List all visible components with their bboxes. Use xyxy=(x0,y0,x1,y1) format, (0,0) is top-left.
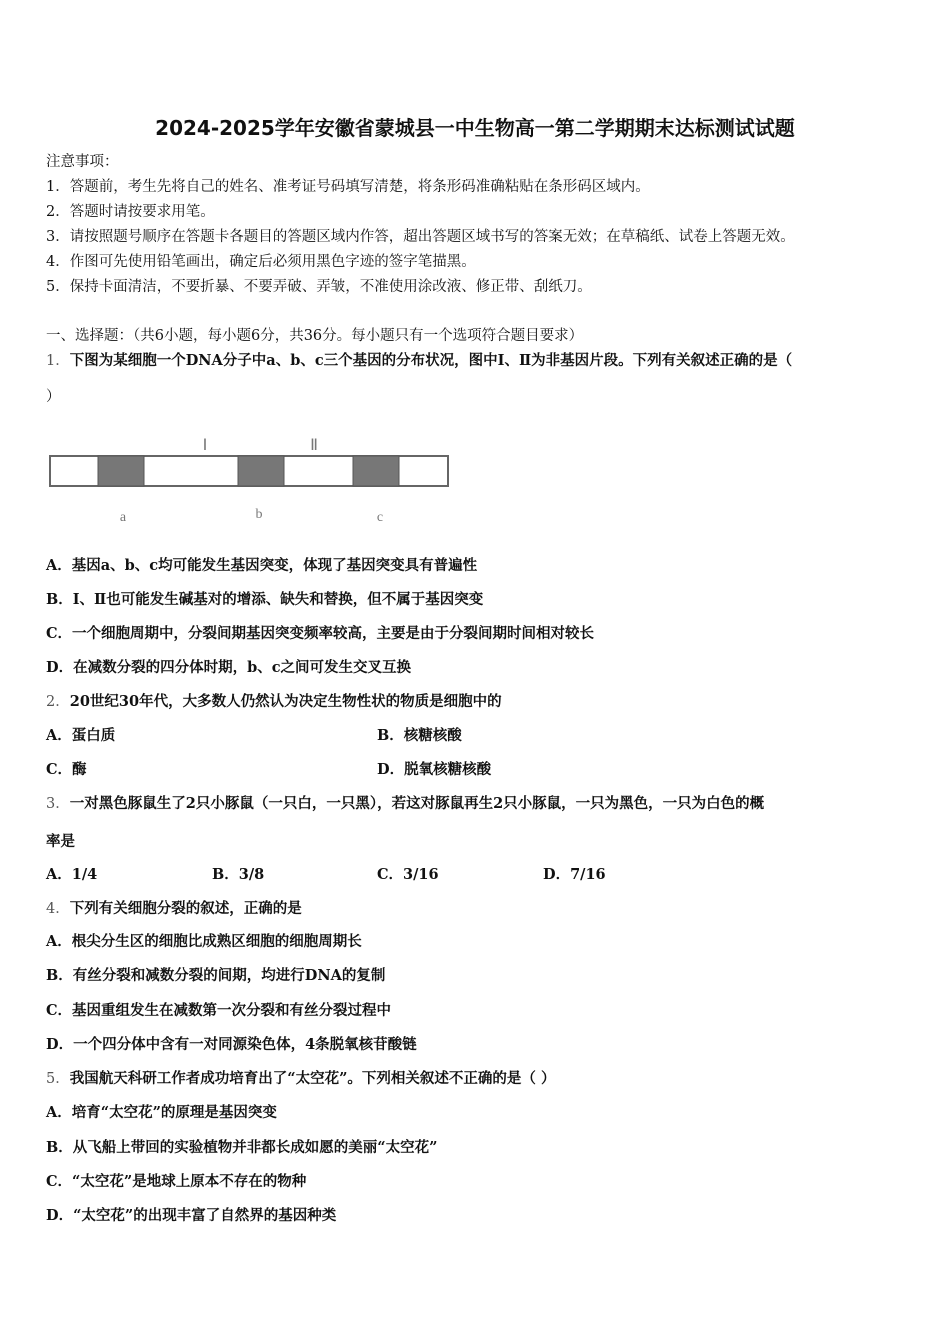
option: B．从飞船上带回的实验植物并非都长成如愿的美丽“太空花” xyxy=(46,1139,438,1156)
option: D．7/16 xyxy=(543,866,606,883)
question-text: 一对黑色豚鼠生了2只小豚鼠（一只白，一只黑），若这对豚鼠再生2只小豚鼠，一只为黑色，一只为白色的概 xyxy=(69,795,765,812)
notice-item: 3．请按照题号顺序在答题卡各题目的答题区域内作答，超出答题区域书写的答案无效；在草稿纸、试卷上答题无效。 xyxy=(46,229,795,245)
option: C．酶 xyxy=(46,761,87,778)
option: A．基因a、b、c均可能发生基因突变，体现了基因突变具有普遍性 xyxy=(46,557,478,574)
gene-label-c: c xyxy=(376,510,384,525)
option: C．基因重组发生在减数第一次分裂和有丝分裂过程中 xyxy=(46,1002,392,1019)
option: A．1/4 xyxy=(46,866,98,883)
option: D．一个四分体中含有一对同源染色体，4条脱氧核苷酸链 xyxy=(46,1036,417,1053)
option: D．在减数分裂的四分体时期，b、c之间可发生交叉互换 xyxy=(46,659,412,676)
option: A．蛋白质 xyxy=(46,727,116,744)
question-number: 1． xyxy=(46,353,70,369)
question-text: 我国航天科研工作者成功培育出了“太空花”。下列相关叙述不正确的是（ ） xyxy=(69,1070,556,1087)
notice-item: 1．答题前，考生先将自己的姓名、准考证号码填写清楚，将条形码准确粘贴在条形码区域内。 xyxy=(46,179,650,195)
gene-label-a: a xyxy=(119,510,127,525)
question-3 xyxy=(46,794,764,814)
notice-item: 2．答题时请按要求用笔。 xyxy=(46,204,215,220)
option: B．核糖核酸 xyxy=(377,727,462,744)
dna-gene-diagram xyxy=(46,426,456,531)
question-text: 下列有关细胞分裂的叙述，正确的是 xyxy=(69,900,302,917)
notice-heading: 注意事项： xyxy=(46,154,119,170)
question-text: 20世纪30年代，大多数人仍然认为决定生物性状的物质是细胞中的 xyxy=(69,693,502,710)
section-heading: 一、选择题：（共6小题，每小题6分，共36分。每小题只有一个选项符合题目要求） xyxy=(46,328,584,344)
question-5 xyxy=(46,1069,555,1089)
question-number: 4． xyxy=(46,901,70,917)
page-title: 2024-2025学年安徽省蒙城县一中生物高一第二学期期末达标测试试题 xyxy=(155,116,795,140)
option: C．一个细胞周期中，分裂间期基因突变频率较高，主要是由于分裂间期时间相对较长 xyxy=(46,625,595,642)
gene-a-segment xyxy=(98,456,144,486)
question-4 xyxy=(46,899,302,919)
question-1 xyxy=(46,351,792,371)
option: A．根尖分生区的细胞比成熟区细胞的细胞周期长 xyxy=(46,933,362,950)
gene-label-b: b xyxy=(255,507,263,522)
segment-label-2: Ⅱ xyxy=(310,437,318,454)
question-3-continuation: 率是 xyxy=(46,833,75,850)
option: C．3/16 xyxy=(377,866,439,883)
question-text: 下图为某细胞一个DNA分子中a、b、c三个基因的分布状况，图中Ⅰ、Ⅱ为非基因片段。下列有关叙述正确的是（ xyxy=(69,352,793,369)
option: A．培育“太空花”的原理是基因突变 xyxy=(46,1104,277,1121)
question-1-continuation: ） xyxy=(46,389,61,405)
option: B．3/8 xyxy=(212,866,265,883)
gene-c-segment xyxy=(353,456,399,486)
option: D．脱氧核糖核酸 xyxy=(377,761,492,778)
option: B．Ⅰ、Ⅱ也可能发生碱基对的增添、缺失和替换，但不属于基因突变 xyxy=(46,591,484,608)
gene-b-segment xyxy=(238,456,284,486)
option: C．“太空花”是地球上原本不存在的物种 xyxy=(46,1173,307,1190)
option: B．有丝分裂和减数分裂的间期，均进行DNA的复制 xyxy=(46,967,386,984)
segment-label-1: Ⅰ xyxy=(202,437,208,454)
question-number: 5． xyxy=(46,1071,70,1087)
question-number: 3． xyxy=(46,796,70,812)
option: D．“太空花”的出现丰富了自然界的基因种类 xyxy=(46,1207,337,1224)
question-2 xyxy=(46,692,502,712)
notice-item: 4．作图可先使用铅笔画出，确定后必须用黑色字迹的签字笔描黑。 xyxy=(46,254,476,270)
question-number: 2． xyxy=(46,694,70,710)
notice-item: 5．保持卡面清洁，不要折暴、不要弄破、弄皱，不准使用涂改液、修正带、刮纸刀。 xyxy=(46,279,592,295)
